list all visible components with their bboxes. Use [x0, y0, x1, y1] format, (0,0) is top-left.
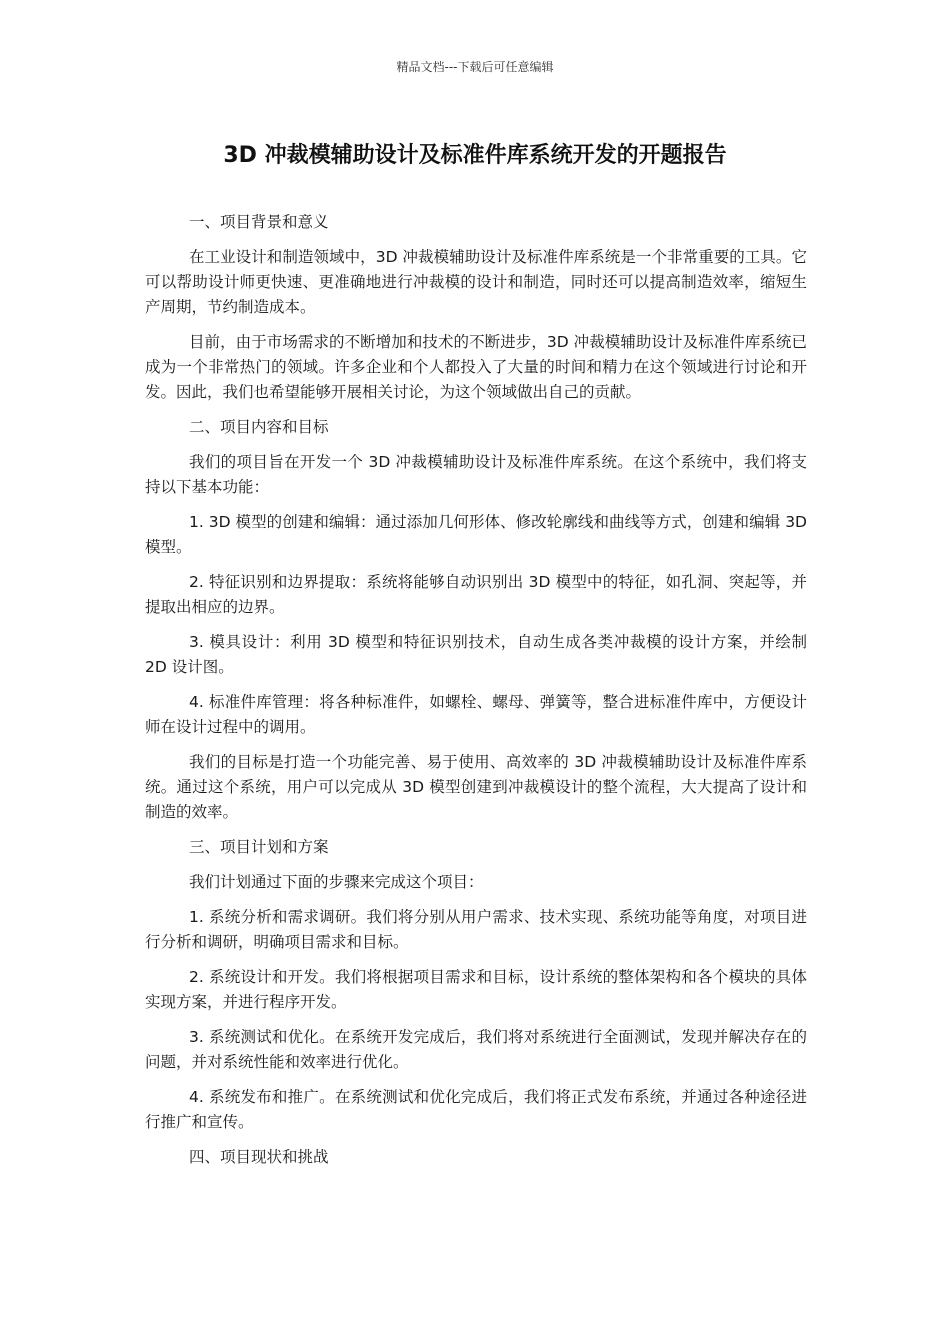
paragraph: 我们计划通过下面的步骤来完成这个项目： — [189, 873, 484, 891]
list-item: 2. 系统设计和开发。我们将根据项目需求和目标，设计系统的整体架构和各个模块的具体实现方案，并进行程序开发。 — [145, 968, 807, 1011]
list-item: 1. 系统分析和需求调研。我们将分别从用户需求、技术实现、系统功能等角度，对项目进行分析和调研，明确项目需求和目标。 — [145, 908, 807, 951]
document-body — [145, 210, 807, 1180]
document-title: 3D 冲裁模辅助设计及标准件库系统开发的开题报告 — [223, 143, 727, 168]
list-item: 3. 模具设计：利用 3D 模型和特征识别技术，自动生成各类冲裁模的设计方案，并绘制 2D 设计图。 — [145, 633, 807, 676]
list-item: 1. 3D 模型的创建和编辑：通过添加几何形体、修改轮廓线和曲线等方式，创建和编辑 3D 模型。 — [145, 513, 807, 556]
paragraph: 在工业设计和制造领域中，3D 冲裁模辅助设计及标准件库系统是一个非常重要的工具。它可以帮助设计师更快速、更准确地进行冲裁模的设计和制造，同时还可以提高制造效率，缩短生产周期，节约制造成本。 — [145, 248, 807, 316]
list-item: 4. 系统发布和推广。在系统测试和优化完成后，我们将正式发布系统，并通过各种途径进行推广和宣传。 — [145, 1088, 807, 1131]
list-item: 4. 标准件库管理：将各种标准件，如螺栓、螺母、弹簧等，整合进标准件库中，方便设计师在设计过程中的调用。 — [145, 693, 807, 736]
section-heading-content: 二、项目内容和目标 — [189, 418, 329, 436]
paragraph: 目前，由于市场需求的不断增加和技术的不断进步，3D 冲裁模辅助设计及标准件库系统已成为一个非常热门的领域。许多企业和个人都投入了大量的时间和精力在这个领域进行讨论和开发。因此，我们也希望能够开展相关讨论，为这个领域做出自己的贡献。 — [145, 333, 807, 401]
paragraph: 我们的项目旨在开发一个 3D 冲裁模辅助设计及标准件库系统。在这个系统中，我们将支持以下基本功能： — [145, 453, 807, 496]
section-heading-background: 一、项目背景和意义 — [189, 213, 329, 231]
header-note: 精品文档---下载后可任意编辑 — [396, 60, 554, 74]
list-item: 3. 系统测试和优化。在系统开发完成后，我们将对系统进行全面测试，发现并解决存在的问题，并对系统性能和效率进行优化。 — [145, 1028, 807, 1071]
list-item: 2. 特征识别和边界提取：系统将能够自动识别出 3D 模型中的特征，如孔洞、突起等，并提取出相应的边界。 — [145, 573, 807, 616]
section-heading-status: 四、项目现状和挑战 — [189, 1148, 329, 1166]
section-heading-plan: 三、项目计划和方案 — [189, 838, 329, 856]
paragraph: 我们的目标是打造一个功能完善、易于使用、高效率的 3D 冲裁模辅助设计及标准件库系统。通过这个系统，用户可以完成从 3D 模型创建到冲裁模设计的整个流程，大大提高了设计和制造的效率。 — [145, 753, 807, 821]
